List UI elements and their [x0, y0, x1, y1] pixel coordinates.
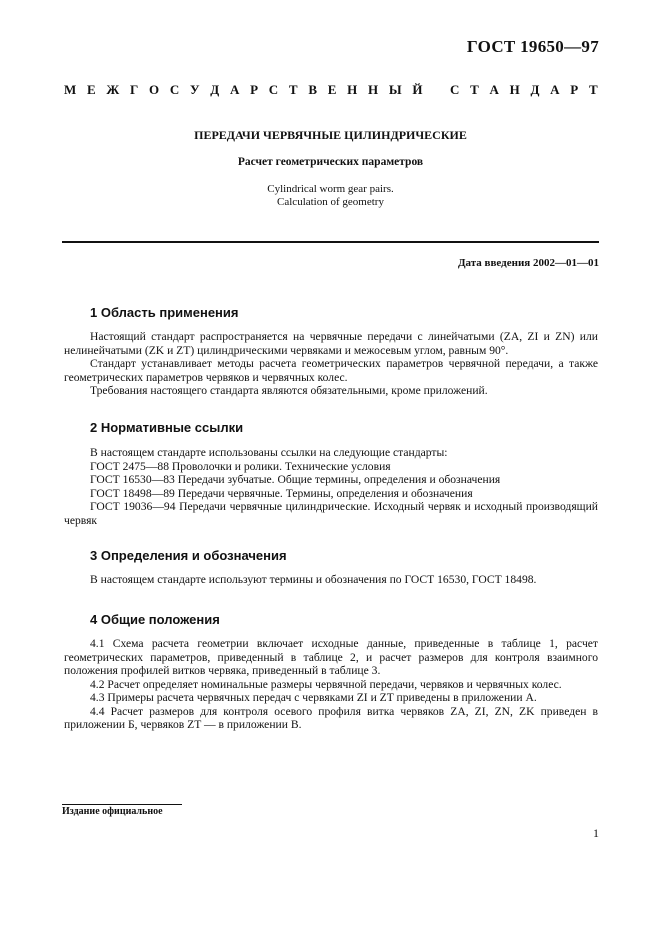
paragraph: В настоящем стандарте используют термины и обозначения по ГОСТ 16530, ГОСТ 18498. — [90, 573, 537, 586]
banner-letter: А — [550, 82, 560, 97]
banner-letter: Н — [509, 82, 520, 97]
page-number: 1 — [593, 826, 599, 840]
document-subtitle: Расчет геометрических параметров — [237, 156, 424, 168]
banner-letter: Т — [288, 82, 298, 97]
section-body-normative-references — [64, 446, 598, 527]
paragraph: 4.3 Примеры расчета червячных передач с червяками ZI и ZT приведены в приложении А. — [90, 691, 537, 704]
reference-item: ГОСТ 19036—94 Передачи червячные цилиндрические. Исходный червяк и исходный производящий червяк — [64, 500, 598, 527]
banner-letter: Й — [412, 82, 423, 97]
banner-letter: Е — [87, 82, 96, 97]
banner-letter: М — [64, 82, 77, 97]
document-title: ПЕРЕДАЧИ ЧЕРВЯЧНЫЕ ЦИЛИНДРИЧЕСКИЕ — [194, 128, 467, 142]
banner-letter: Г — [130, 82, 139, 97]
banner-letter: Ы — [388, 82, 402, 97]
section-heading-normative-references: 2 Нормативные ссылки — [90, 420, 244, 435]
banner-letter: Р — [570, 82, 579, 97]
english-title — [0, 183, 661, 209]
banner-letter: С — [169, 82, 180, 97]
paragraph: 4.4 Расчет размеров для контроля осевого профиля витка червяков ZA, ZI, ZN, ZK приведен в приложении Б, червяков ZT — в приложении В. — [64, 704, 598, 731]
reference-item: ГОСТ 18498—89 Передачи червячные. Термины, определения и обозначения — [90, 486, 473, 500]
section-heading-definitions: 3 Определения и обозначения — [90, 548, 287, 563]
banner-letter: Т — [470, 82, 479, 97]
banner-letter: Р — [250, 82, 259, 97]
interstate-standard-banner — [64, 82, 598, 98]
banner-letter: А — [229, 82, 240, 97]
paragraph: 4.2 Расчет определяет номинальные размеры червячной передачи, червяков и червячных колес. — [90, 677, 562, 691]
reference-item: ГОСТ 2475—88 Проволочки и ролики. Технические условия — [90, 459, 391, 473]
section-heading-general: 4 Общие положения — [90, 612, 220, 627]
footer-divider — [62, 804, 182, 805]
english-title-line1: Cylindrical worm gear pairs. — [267, 183, 394, 195]
edition-label: Издание официальное — [62, 806, 163, 817]
banner-letter: А — [489, 82, 499, 97]
banner-letter: О — [149, 82, 160, 97]
references-lead: В настоящем стандарте использованы ссылки на следующие стандарты: — [90, 446, 448, 459]
section-heading-scope: 1 Область применения — [90, 305, 239, 320]
banner-letter: Д — [530, 82, 540, 97]
title-divider — [62, 241, 599, 243]
paragraph: Требования настоящего стандарта являются обязательными, кроме приложений. — [90, 384, 488, 397]
introduction-date: Дата введения 2002—01—01 — [457, 257, 599, 269]
banner-letter: Н — [368, 82, 379, 97]
banner-letter: С — [449, 82, 460, 97]
english-title-line2: Calculation of geometry — [277, 196, 384, 208]
banner-letter: Д — [210, 82, 220, 97]
banner-letter: Е — [327, 82, 337, 97]
banner-letter: Н — [347, 82, 358, 97]
banner-word-gap — [433, 82, 439, 98]
paragraph: Настоящий стандарт распространяется на червячные передачи с линейчатыми (ZA, ZI и ZN) или нелинейчатыми (ZK и ZT) цилиндрическими червяками и межосевым углом, равным 90°. — [64, 330, 598, 357]
banner-letter: Ж — [106, 82, 120, 97]
banner-letter: В — [308, 82, 317, 97]
banner-letter: С — [268, 82, 279, 97]
paragraph: Стандарт устанавливает методы расчета геометрических параметров червячной передачи, а также геометрических параметров червяков и червячных колес. — [64, 357, 598, 384]
gost-number: ГОСТ 19650—97 — [466, 37, 599, 56]
paragraph: 4.1 Схема расчета геометрии включает исходные данные, приведенные в таблице 1, расчет геометрических параметров, приведенный в таблице 2, и расчет размеров для контроля взаимного положения профилей витков червяка, приведенный в таблице 3. — [64, 637, 598, 677]
banner-letter: У — [190, 82, 200, 97]
banner-letter: Т — [588, 82, 598, 97]
reference-item: ГОСТ 16530—83 Передачи зубчатые. Общие термины, определения и обозначения — [90, 473, 501, 486]
section-body-scope — [64, 330, 598, 398]
section-body-general — [64, 637, 598, 732]
section-body-definitions — [64, 573, 598, 587]
